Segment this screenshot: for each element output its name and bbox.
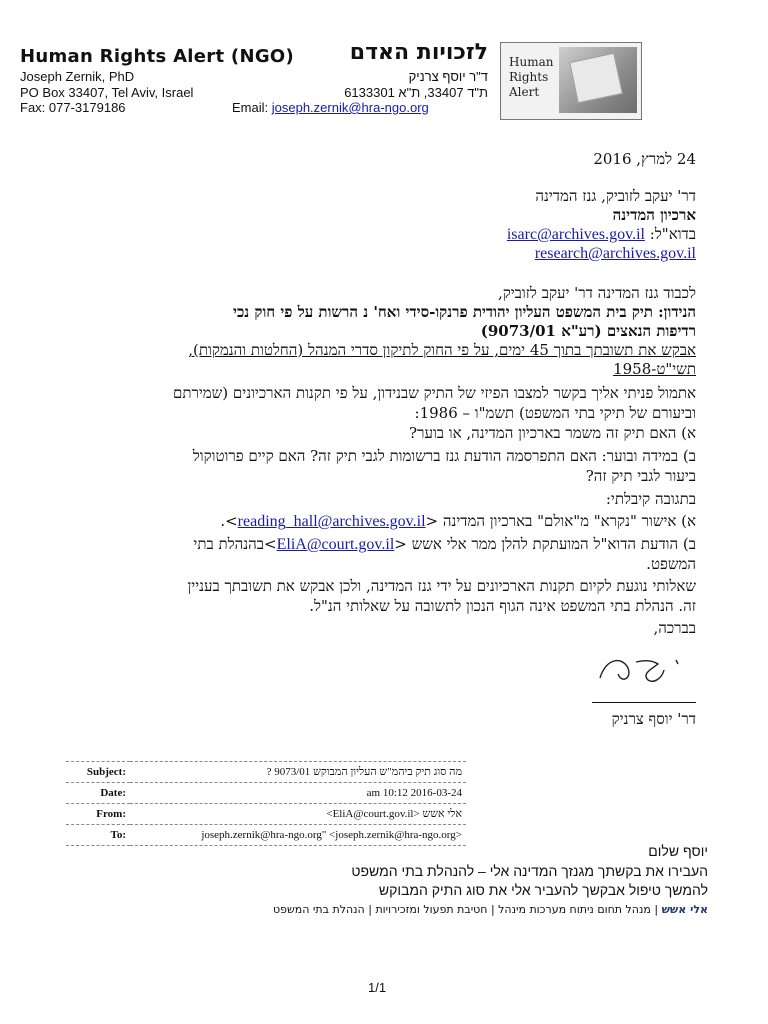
reading-hall-email-link[interactable]: reading_hall@archives.gov.il — [237, 513, 426, 530]
email-signature — [273, 903, 708, 916]
paragraph-1-line-1: אתמול פניתי אליך בקשר למצבו הפיזי של התיק שבנידון, על פי תקנות הארכיונים (שמירתם — [172, 384, 696, 402]
email-line — [232, 100, 429, 115]
email-signer-title: | מנהל תחום ניתוח מערכות מינהל | חטיבת תפעול ומזכירויות | הנהלת בתי המשפט — [272, 903, 662, 916]
author-name-english: Joseph Zernik, PhD — [20, 69, 135, 84]
author-email-link[interactable]: joseph.zernik@hra-ngo.org — [271, 100, 429, 115]
recipient-email-line — [507, 225, 696, 244]
letter-date: 24 למרץ, 2016 — [593, 150, 696, 168]
response-a: א) אישור "נקרא" מ"אולם" בארכיון המדינה <reading_hall@archives.gov.il>. — [220, 512, 696, 530]
subject-line-1: הנידון: תיק בית המשפט העליון יהודית פרנקו-סידי ואח' נ הרשות על פי חוק נכי — [233, 303, 696, 321]
date-label: Date: — [66, 783, 130, 804]
signer-name: דר' יוסף צרניק — [611, 710, 696, 728]
court-email-link[interactable]: EliA@court.gov.il — [276, 536, 395, 553]
handwritten-signature — [592, 648, 700, 690]
org-logo — [500, 42, 642, 120]
address-english: PO Box 33407, Tel Aviv, Israel — [20, 85, 194, 100]
question-b-line-1: ב) במידה ובוער: האם התפרסמה הודעת גנז ברשומות לגבי תיק זה? האם קיים פרוטוקול — [192, 447, 696, 465]
org-name-english: Human Rights Alert (NGO) — [20, 46, 295, 67]
from-value: אלי אשש <EliA@court.gov.il> — [130, 804, 466, 825]
response-b-line-1: ב) הודעת הדוא"ל המועתקת להלן ממר אלי אשש <EliA@court.gov.il>בהנהלת בתי — [193, 535, 696, 553]
email-body-line-1: העבירו את בקשתך מגנזך המדינה אלי – להנהלת בתי המשפט — [351, 863, 708, 879]
from-label: From: — [66, 804, 130, 825]
subject-line-2: רדיפות הנאצים (רע"א 9073/01) — [480, 322, 696, 340]
paragraph-2-line-1: שאלותי נוגעת לקיום תקנות הארכיונים על ידי גנז המדינה, ולכן אבקש את תשובתך בעניין — [187, 577, 696, 595]
closing: בברכה, — [653, 619, 696, 637]
page-number: 1/1 — [368, 980, 387, 995]
to-value: <joseph.zernik@hra-ngo.org" <joseph.zernik@hra-ngo.org — [130, 825, 466, 846]
email-label: Email: — [232, 100, 269, 115]
logo-text: Human Rights Alert — [509, 55, 554, 99]
email-greeting: יוסף שלום — [648, 843, 708, 859]
question-a: א) האם תיק זה משמר בארכיון המדינה, או בוער? — [409, 424, 696, 442]
email-signer-name: אלי אשש — [661, 903, 708, 916]
fax-number: Fax: 077-3179186 — [20, 100, 126, 115]
signature-line — [592, 702, 696, 703]
recipient-org: ארכיון המדינה — [612, 206, 696, 224]
table-row — [66, 762, 466, 783]
org-name-hebrew: לזכויות האדם — [349, 40, 488, 65]
subject-label: Subject: — [66, 762, 130, 783]
request-line-2: תשי"ט-1958 — [613, 360, 696, 378]
table-row — [66, 783, 466, 804]
recipient-email-link-1[interactable]: isarc@archives.gov.il — [506, 226, 645, 243]
to-label: To: — [66, 825, 130, 846]
address-hebrew: ת"ד 33407, ת"א 6133301 — [344, 85, 488, 100]
paragraph-2-line-2: זה. הנהלת בתי המשפט אינה הגוף הנכון לתשובה על שאלותי הנ"ל. — [309, 597, 696, 615]
request-line-1: אבקש את תשובתך בתוך 45 ימים, על פי החוק לתיקון סדרי המנהל (החלטות והנמקות), — [188, 341, 696, 359]
subject-value: מה סוג תיק ביהמ"ש העליון המבוקש 9073/01 ? — [130, 762, 466, 783]
salutation: לכבוד גנז המדינה דר' יעקב לזוביק, — [497, 284, 696, 302]
recipient-email-line-2 — [535, 244, 696, 263]
table-row — [66, 825, 466, 846]
author-name-hebrew: ד"ר יוסף צרניק — [408, 69, 488, 84]
response-b-line-2: המשפט. — [646, 555, 696, 573]
date-value: 2016-03-24 10:12 am — [130, 783, 466, 804]
table-row — [66, 804, 466, 825]
email-prefix: בדוא"ל: — [649, 225, 696, 243]
recipient-email-link-2[interactable]: research@archives.gov.il — [534, 245, 696, 262]
logo-photo — [559, 47, 637, 113]
email-header-table — [66, 761, 466, 846]
question-b-line-2: ביעור לגבי תיק זה? — [585, 467, 696, 485]
paragraph-1-line-2: וביעורם של תיקי בתי המשפט) תשמ"ו – 1986: — [414, 404, 696, 422]
received-heading: בתגובה קיבלתי: — [605, 490, 696, 508]
email-body-line-2: להמשך טיפול אבקשך להעביר אלי את סוג התיק המבוקש — [378, 882, 708, 898]
recipient-name: דר' יעקב לזוביק, גנז המדינה — [535, 187, 696, 205]
